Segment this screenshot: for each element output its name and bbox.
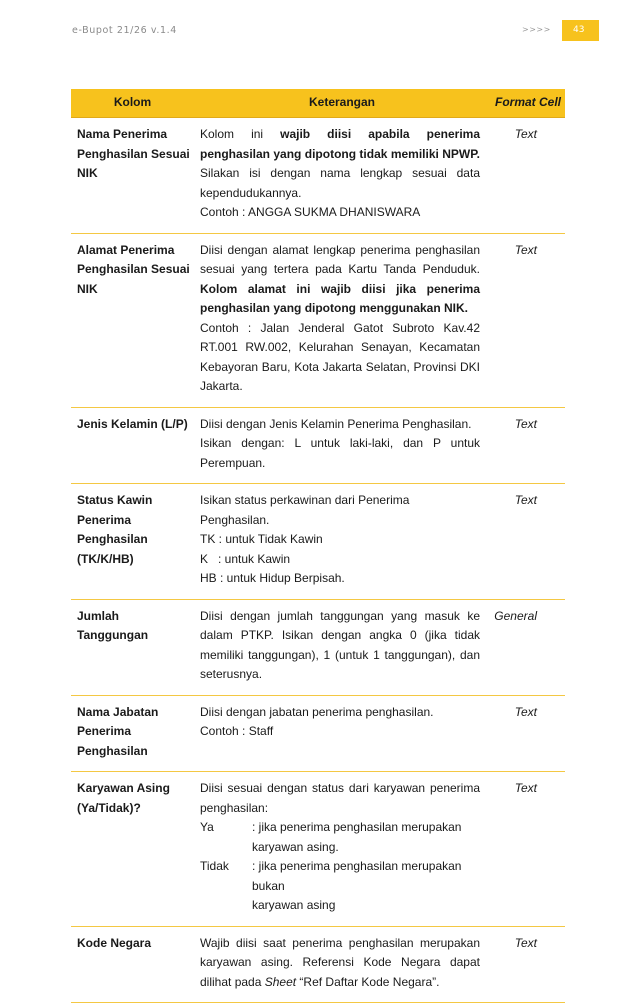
- option-continuation: karyawan asing.: [252, 839, 339, 854]
- ket-italic: Sheet: [264, 974, 297, 989]
- ket-bold: wajib diisi apabila penerima penghasilan yang dipotong tidak memiliki NPWP.: [200, 127, 480, 161]
- page-number-badge: 43: [562, 20, 599, 41]
- keterangan-text: [194, 233, 490, 407]
- ket-line: Isikan dengan: L untuk laki-laki, dan P untuk Perempuan.: [200, 436, 480, 470]
- format-cell: Text: [514, 935, 537, 950]
- ket-line: Diisi sesuai dengan status dari karyawan penerima penghasilan:: [200, 781, 480, 815]
- table-row: [71, 695, 565, 772]
- option-key: Ya: [200, 820, 214, 834]
- option-tidak: [200, 857, 480, 896]
- status-option: K : untuk Kawin: [200, 551, 291, 566]
- table-row: [71, 484, 565, 600]
- table-row: [71, 407, 565, 484]
- table-row: [71, 233, 565, 407]
- kolom-name: Alamat Penerima Penghasilan Sesuai NIK: [77, 242, 190, 296]
- option-ya: [200, 818, 480, 838]
- keterangan-text: [194, 484, 490, 600]
- document-title: e-Bupot 21/26 v.1.4: [72, 25, 177, 36]
- kolom-name: Jenis Kelamin (L/P): [77, 416, 188, 431]
- kolom-name: Status Kawin Penerima Penghasilan (TK/K/HB): [77, 493, 153, 566]
- status-option: HB : untuk Hidup Berpisah.: [200, 571, 345, 585]
- column-spec-table: [71, 89, 565, 1003]
- kolom-name: Karyawan Asing (Ya/Tidak)?: [77, 781, 170, 815]
- keterangan-text: [194, 772, 490, 927]
- kolom-name: Kode Negara: [77, 935, 152, 950]
- header-arrows: >>>>: [522, 25, 551, 34]
- option-value: : jika penerima penghasilan merupakan bukan: [252, 859, 462, 893]
- ket-pre: Diisi dengan alamat lengkap penerima penghasilan sesuai yang tertera pada Kartu Tanda Penduduk.: [200, 242, 480, 276]
- option-value: : jika penerima penghasilan merupakan: [252, 820, 462, 834]
- contoh-text: Contoh : Staff: [200, 724, 274, 738]
- table-row: [71, 772, 565, 927]
- format-cell: Text: [514, 416, 537, 431]
- ket-line: Diisi dengan jabatan penerima penghasilan.: [200, 704, 434, 719]
- format-cell: Text: [514, 493, 537, 507]
- format-cell: General: [494, 608, 537, 623]
- option-key: Tidak: [200, 859, 229, 873]
- contoh-text: Contoh : ANGGA SUKMA DHANISWARA: [200, 205, 421, 219]
- option-continuation: karyawan asing: [252, 898, 336, 912]
- keterangan-text: [194, 407, 490, 484]
- header-format-cell: Format Cell: [490, 89, 565, 118]
- keterangan-text: [194, 926, 490, 1003]
- ket-bold: Kolom alamat ini wajib diisi jika penerima penghasilan yang dipotong menggunakan NIK.: [200, 281, 480, 315]
- format-cell: Text: [514, 242, 537, 257]
- contoh-text: Contoh : Jalan Jenderal Gatot Subroto Kav.42 RT.001 RW.002, Kelurahan Senayan, Kecamatan Kebayoran Baru, Kota Jakarta Selatan, Provinsi DKI Jakarta.: [200, 320, 480, 393]
- ket-pre: Wajib diisi saat penerima penghasilan merupakan karyawan asing. Referensi Kode Negara dapat dilihat pada: [200, 935, 480, 989]
- keterangan-text: [194, 695, 490, 772]
- header-kolom: Kolom: [71, 89, 194, 118]
- ket-line: Isikan status perkawinan dari Penerima Penghasilan.: [200, 493, 410, 527]
- keterangan-text: [194, 118, 490, 234]
- format-cell: Text: [514, 127, 537, 141]
- header-keterangan: Keterangan: [194, 89, 490, 118]
- ket-post: “Ref Daftar Kode Negara”.: [296, 974, 440, 989]
- format-cell: Text: [514, 781, 537, 795]
- table-row: [71, 599, 565, 695]
- keterangan-text: Diisi dengan jumlah tanggungan yang masuk ke dalam PTKP. Isikan dengan angka 0 (jika tidak memiliki tanggungan), 1 (untuk 1 tanggungan), dan seterusnya.: [200, 608, 480, 681]
- kolom-name: Nama Jabatan Penerima Penghasilan: [77, 704, 159, 758]
- ket-line: Diisi dengan Jenis Kelamin Penerima Penghasilan.: [200, 416, 472, 431]
- kolom-name: Jumlah Tanggungan: [77, 608, 149, 642]
- kolom-name: Nama Penerima Penghasilan Sesuai NIK: [77, 127, 190, 180]
- ket-pre: Kolom ini: [200, 127, 281, 141]
- table-row: [71, 118, 565, 234]
- format-cell: Text: [514, 704, 537, 719]
- ket-post: Silakan isi dengan nama lengkap sesuai data kependudukannya.: [200, 166, 480, 200]
- table-header-row: [71, 89, 565, 118]
- status-option: TK : untuk Tidak Kawin: [200, 532, 323, 546]
- table-row: [71, 926, 565, 1003]
